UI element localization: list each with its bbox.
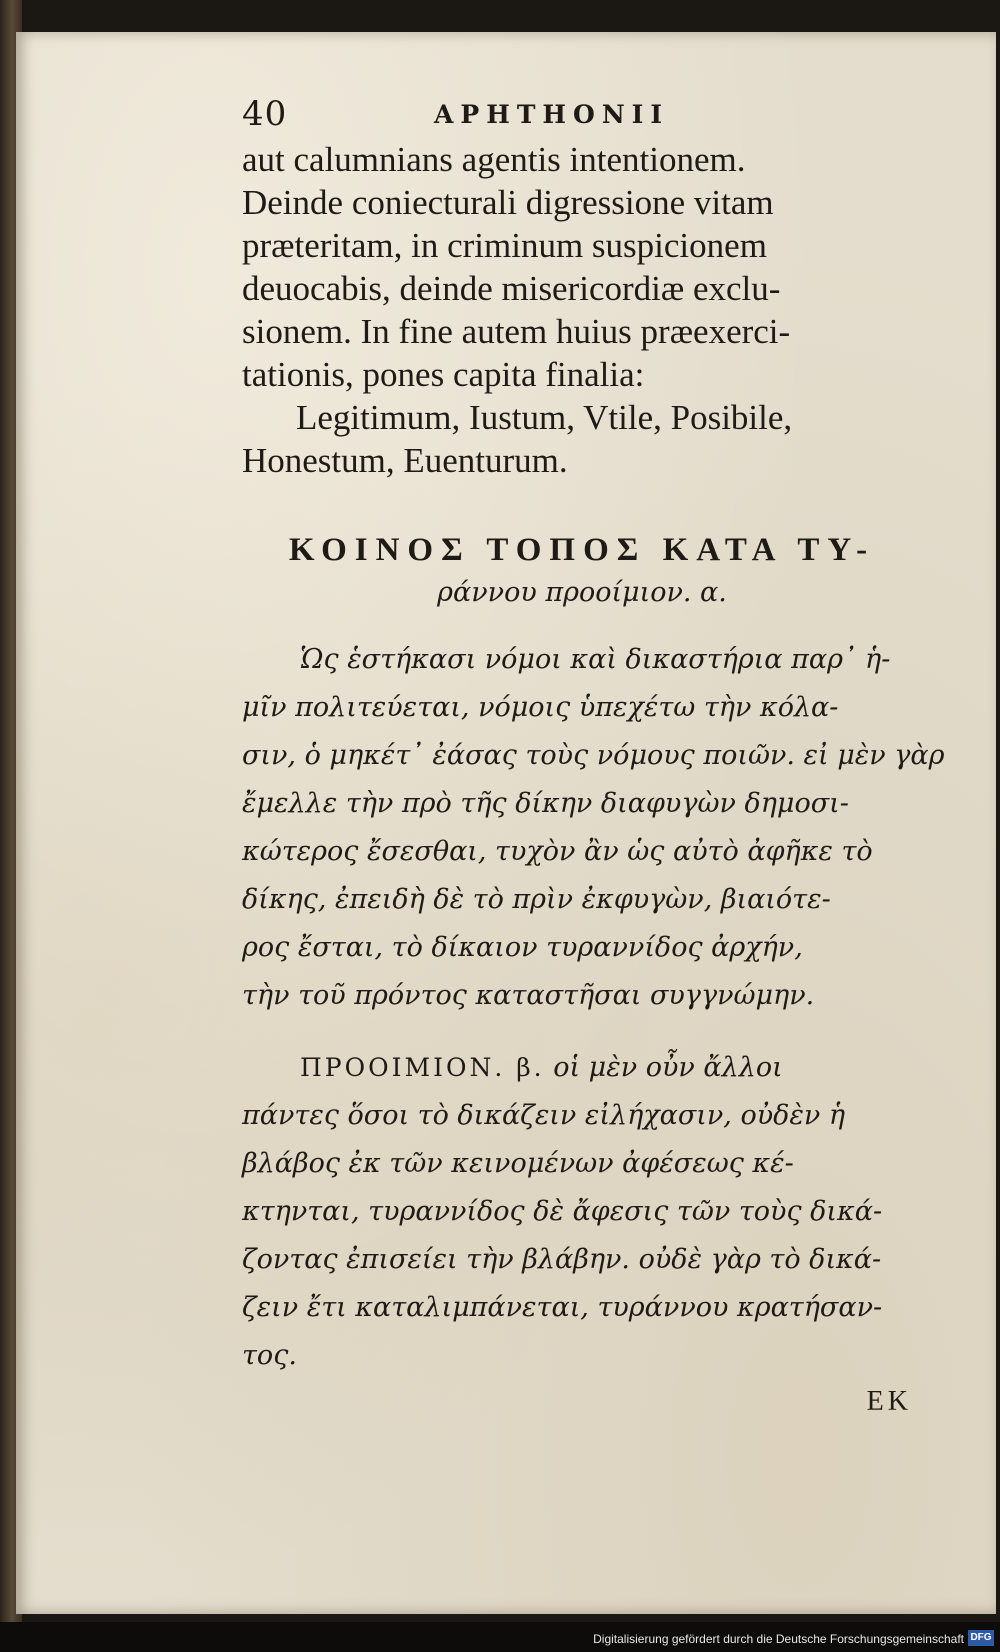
greek-line: δίκης, ἐπειδὴ δὲ τὸ πρὶν ἐκφυγὼν, βιαιότε- (242, 884, 831, 915)
greek-line: ζειν ἔτι καταλιμπάνεται, τυράννου κρατήσαν- (242, 1292, 883, 1323)
section-heading: ΚΟΙΝΟΣ ΤΟΠΟΣ ΚΑΤΑ ΤΥ- (288, 532, 876, 568)
catchword: ΕΚ (866, 1386, 912, 1417)
latin-line: tationis, pones capita finalia: (242, 355, 645, 394)
latin-line: Legitimum, Iustum, Vtile, Posibile, (296, 398, 793, 437)
latin-paragraph (242, 138, 922, 482)
latin-line: sionem. In fine autem huius præexerci- (242, 312, 791, 351)
greek-line: Ὡς ἑστήκασι νόμοι καὶ δικαστήρια παρ᾽ ἡ- (300, 644, 891, 675)
latin-line: aut calumnians agentis intentionem. (242, 140, 746, 179)
greek-paragraph-2 (242, 1044, 922, 1380)
greek-line: σιν, ὁ μηκέτ᾽ ἐάσας τοὺς νόμους ποιῶν. εἰ μὲν γὰρ (242, 740, 945, 771)
prooimion-label: ΠΡΟΟΙΜΙΟΝ. β. (300, 1053, 545, 1082)
greek-line: ρος ἔσται, τὸ δίκαιον τυραννίδος ἀρχήν, (242, 932, 803, 963)
latin-line: præteritam, in criminum suspicionem (242, 226, 767, 265)
page-content (242, 94, 945, 1418)
page-header (242, 94, 922, 138)
section-subheading: ράννου προοίμιον. α. (437, 577, 727, 608)
greek-line: κώτερος ἔσεσθαι, τυχὸν ἂν ὡς αὐτὸ ἀφῆκε τὸ (242, 836, 873, 867)
page-number: 40 (242, 94, 288, 134)
greek-line: τος. (242, 1340, 297, 1371)
latin-line: deuocabis, deinde misericordiæ exclu- (242, 269, 781, 308)
greek-paragraph-1 (242, 636, 945, 1020)
latin-line: Honestum, Euenturum. (242, 441, 568, 480)
funding-credit: Digitalisierung gefördert durch die Deutsche Forschungsgemeinschaft (593, 1632, 964, 1646)
greek-line: πάντες ὅσοι τὸ δικάζειν εἰλήχασιν, οὐδὲν ἡ (242, 1100, 846, 1131)
greek-line: ἔμελλε τὴν πρὸ τῆς δίκην διαφυγὼν δημοσι- (242, 788, 849, 819)
greek-line: μῖν πολιτεύεται, νόμοις ὑπεχέτω τὴν κόλα- (242, 692, 839, 723)
book-page (16, 32, 996, 1614)
greek-line: βλάβος ἐκ τῶν κεινομένων ἀφέσεως κέ- (242, 1148, 794, 1179)
running-title: APHTHONII (434, 100, 670, 129)
dfg-logo: DFG (968, 1630, 994, 1646)
greek-line-rest: οἱ μὲν οὖν ἄλλοι (553, 1052, 783, 1083)
greek-line: ζοντας ἐπισείει τὴν βλάβην. οὐδὲ γὰρ τὸ δικά- (242, 1244, 882, 1275)
greek-line (242, 1044, 922, 1092)
greek-line: κτηνται, τυραννίδος δὲ ἄφεσις τῶν τοὺς δικά- (242, 1196, 883, 1227)
greek-line: τὴν τοῦ πρόντος καταστῆσαι συγγνώμην. (242, 980, 815, 1011)
latin-line: Deinde coniecturali digressione vitam (242, 183, 774, 222)
footer-bar (0, 1622, 1000, 1652)
